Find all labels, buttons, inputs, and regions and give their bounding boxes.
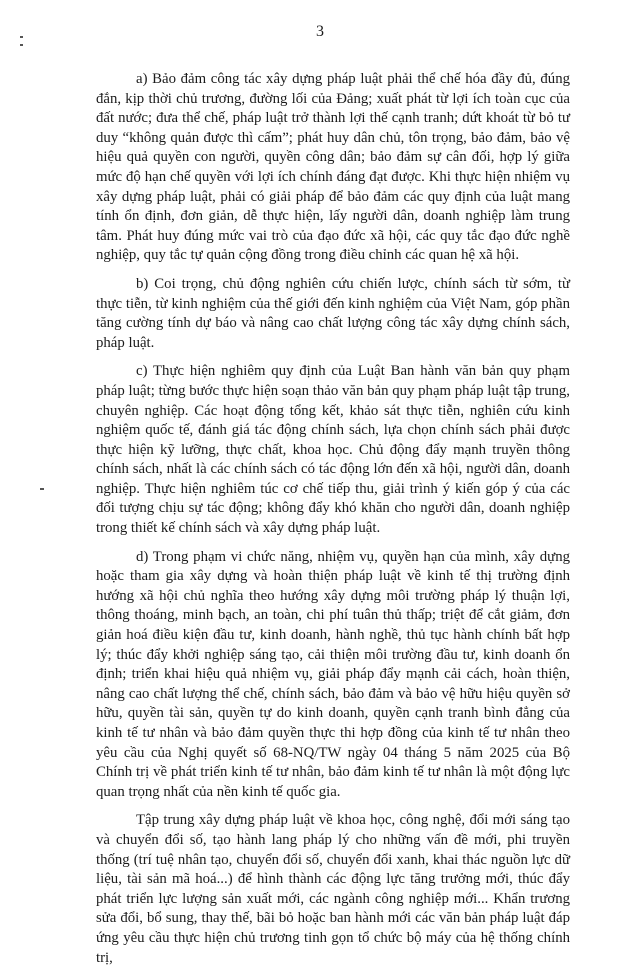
- paragraph-focus: Tập trung xây dựng pháp luật về khoa học, công nghệ, đổi mới sáng tạo và chuyển đổi số, tạo hành lang pháp lý cho những vấn đề mới, phi truyền thống (trí tuệ nhân tạo, chuyển đổi số, chuyển đổi xanh, khai thác nguồn lực dữ liệu, tài sản mã hoá...) để hình thành các động lực tăng trưởng mới, thúc đẩy phát triển lực lượng sản xuất mới, các ngành công nghiệp mới... Khẩn trương sửa đổi, bổ sung, thay thế, bãi bỏ hoặc ban hành mới các văn bản pháp luật đáp ứng yêu cầu thực hiện chủ trương tinh gọn tổ chức bộ máy của hệ thống chính trị,: [96, 812, 570, 966]
- paragraph-b: b) Coi trọng, chủ động nghiên cứu chiến lược, chính sách từ sớm, từ thực tiễn, từ kinh nghiệm của thế giới đến kinh nghiệm của Việt Nam, góp phần tăng cường tính dự báo và nâng cao chất lượng công tác xây dựng chính sách, pháp luật.: [96, 275, 570, 351]
- paragraph-c: c) Thực hiện nghiêm quy định của Luật Ban hành văn bản quy phạm pháp luật; từng bước thực hiện soạn thảo văn bản quy phạm pháp luật tập trung, chuyên nghiệp. Các hoạt động tổng kết, khảo sát thực tiễn, nghiên cứu kinh nghiệm quốc tế, đánh giá tác động chính sách, lựa chọn chính sách phải được thực hiện kỹ lưỡng, thực chất, khoa học. Chủ động đẩy mạnh truyền thông chính sách, nhất là các chính sách có tác động lớn đến xã hội, người dân, doanh nghiệp. Thực hiện nghiêm túc cơ chế tiếp thu, giải trình ý kiến góp ý của các đối tượng chịu sự tác động; không đẩy khó khăn cho người dân, doanh nghiệp trong thiết kế chính sách và xây dựng pháp luật.: [96, 363, 570, 537]
- scan-mark: [20, 44, 23, 46]
- scan-mark: [40, 488, 44, 490]
- body-text: [96, 70, 570, 977]
- paragraph-a: a) Bảo đảm công tác xây dựng pháp luật phải thể chế hóa đầy đủ, đúng đắn, kịp thời chủ trương, đường lối của Đảng; xuất phát từ lợi ích toàn cục của đất nước; đưa thể chế, pháp luật trở thành lợi thế cạnh tranh; dứt khoát từ bỏ tư duy “không quản được thì cấm”; phát huy dân chủ, tôn trọng, bảo đảm, bảo vệ hiệu quả quyền con người, quyền công dân; bảo đảm sự cân đối, hợp lý giữa mức độ hạn chế quyền với lợi ích chính đáng đạt được. Khi thực hiện nhiệm vụ xây dựng pháp luật, phải có giải pháp để bảo đảm các quy định của luật mang tính ổn định, đơn giản, dễ thực hiện, lấy người dân, doanh nghiệp làm trung tâm. Phát huy đúng mức vai trò của đạo đức xã hội, các quy tắc đạo đức nghề nghiệp, quy tắc tự quản cộng đồng trong điều chỉnh các quan hệ xã hội.: [96, 71, 570, 264]
- paragraph-d: d) Trong phạm vi chức năng, nhiệm vụ, quyền hạn của mình, xây dựng hoặc tham gia xây dựng và hoàn thiện pháp luật về kinh tế thị trường định hướng xã hội chủ nghĩa theo hướng xây dựng môi trường pháp lý thuận lợi, thông thoáng, minh bạch, an toàn, chi phí tuân thủ thấp; triệt để cắt giảm, đơn giản hoá điều kiện đầu tư, kinh doanh, hành nghề, thủ tục hành chính bất hợp lý; thúc đẩy khởi nghiệp sáng tạo, cải thiện môi trường đầu tư, kinh doanh ổn định; triển khai hiệu quả nhiệm vụ, giải pháp đẩy mạnh cải cách, hoàn thiện, nâng cao chất lượng thể chế, chính sách, bảo đảm và bảo vệ hữu hiệu quyền sở hữu, quyền tài sản, quyền tự do kinh doanh, quyền cạnh tranh bình đẳng của kinh tế tư nhân và bảo đảm quyền thực thi hợp đồng của kinh tế tư nhân theo yêu cầu của Nghị quyết số 68-NQ/TW ngày 04 tháng 5 năm 2025 của Bộ Chính trị về phát triển kinh tế tư nhân, bảo đảm kinh tế tư nhân là một động lực quan trọng nhất của nền kinh tế quốc gia.: [96, 548, 570, 800]
- page-number: 3: [316, 23, 324, 40]
